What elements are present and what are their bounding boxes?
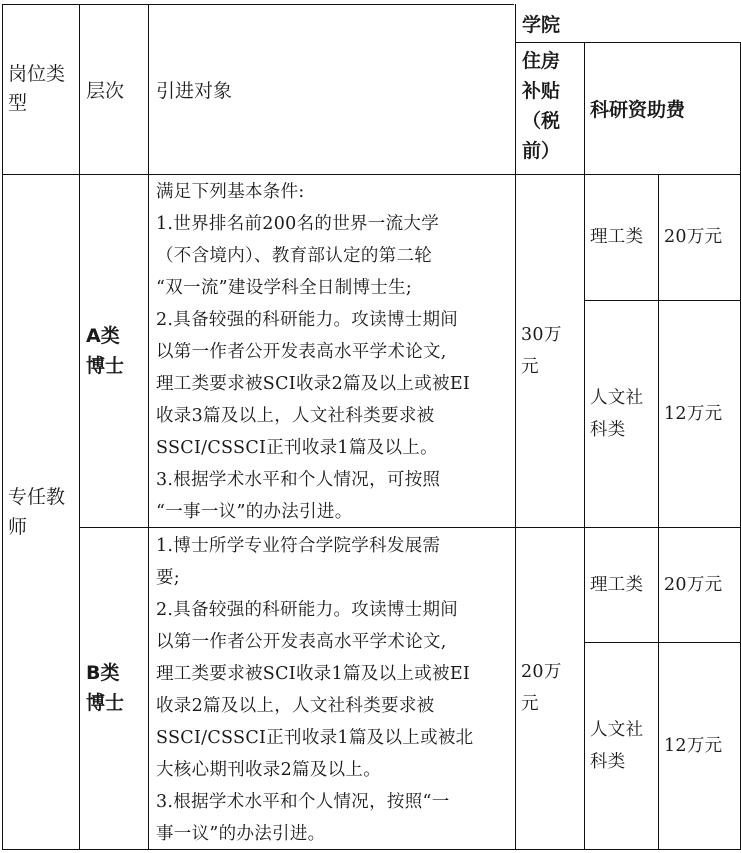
row-a-housing-line-1: 30万 (521, 324, 562, 345)
header-housing-line-4: 前） (522, 140, 561, 162)
col-divider-1 (79, 4, 80, 850)
row-b-line: 收录2篇及以上，人文社科类要求被 (156, 696, 435, 716)
header-level-text: 层次 (86, 79, 125, 102)
header-housing-line-1: 住房 (522, 50, 561, 72)
row-a-line: 收录3篇及以上，人文社科类要求被 (156, 406, 435, 426)
row-a-line: 满足下列基本条件: (156, 182, 305, 202)
header-post-type-line-2: 型 (8, 92, 28, 114)
row-b-line: 3.根据学术水平和个人情况，按照“一 (156, 792, 450, 812)
header-target-text: 引进对象 (156, 79, 233, 102)
row-b-fund-category-2 (590, 642, 656, 849)
row-a-fund-amount-1 (664, 174, 740, 300)
col-divider-4 (584, 42, 585, 850)
row-b-line: 以第一作者公开发表高水平学术论文, (156, 632, 447, 652)
row-b-fund-category-1-text: 理工类 (590, 574, 644, 595)
header-housing-line-3: （税 (522, 110, 561, 132)
section-full-time-teacher (8, 174, 78, 850)
col-divider-2 (148, 4, 149, 850)
row-b-fund-amount-2 (664, 642, 740, 849)
row-b-level-line-1: B类 (86, 662, 120, 684)
row-a-line: 1.世界排名前200名的世界一流大学 (156, 214, 439, 234)
row-a-line: 3.根据学术水平和个人情况，可按照 (156, 470, 441, 490)
row-a-fund-category-1-text: 理工类 (590, 227, 644, 247)
row-a-line: SSCI/CSSCI正刊收录1篇及以上。 (156, 438, 438, 458)
row-b-fund-amount-1 (664, 527, 740, 642)
row-a-fund-category-2-line-1: 人文社 (590, 387, 644, 408)
section-name-line-2: 师 (8, 516, 28, 538)
row-b-line: 要; (156, 568, 180, 588)
header-housing (522, 46, 582, 174)
row-b-fund-amount-1-text: 20万元 (664, 574, 723, 595)
row-a-line: “一事一议”的办法引进。 (156, 502, 353, 522)
row-a-requirements (156, 176, 512, 528)
row-b-line: SSCI/CSSCI正刊收录1篇及以上或被北 (156, 728, 474, 748)
header-college (522, 4, 722, 42)
row-b-housing-line-2: 元 (521, 694, 539, 714)
row-b-requirements (156, 530, 512, 850)
row-a-fund-amount-1-text: 20万元 (664, 227, 723, 247)
row-a-level (86, 174, 146, 527)
row-b-housing-line-1: 20万 (521, 662, 562, 682)
header-post-type (8, 4, 78, 174)
row-b-level-line-2: 博士 (86, 692, 125, 714)
row-b-line: 2.具备较强的科研能力。攻读博士期间 (156, 600, 459, 620)
row-b-line: 1.博士所学专业符合学院学科发展需 (156, 536, 441, 556)
row-a-level-line-2: 博士 (86, 354, 125, 377)
header-college-text: 学院 (522, 13, 561, 36)
header-target (156, 4, 506, 174)
row-a-line: （不含境内）、教育部认定的第二轮 (156, 246, 433, 266)
header-post-type-line-1: 岗位类 (8, 63, 66, 85)
row-a-fund-amount-2 (664, 300, 740, 527)
row-b-fund-category-2-line-1: 人文社 (590, 719, 644, 740)
row-a-fund-category-2-line-2: 科类 (590, 419, 626, 440)
row-b-housing (521, 527, 581, 849)
section-name-line-1: 专任教 (8, 486, 66, 508)
row-a-line: “双一流”建设学科全日制博士生; (156, 278, 413, 298)
row-a-line: 理工类要求被SCI收录2篇及以上或被EI (156, 374, 471, 394)
row-a-line: 以第一作者公开发表高水平学术论文, (156, 342, 447, 362)
header-housing-line-2: 补贴 (522, 80, 561, 102)
row-b-fund-amount-2-text: 12万元 (664, 735, 723, 756)
row-b-fund-category-1 (590, 527, 656, 642)
header-research-fund (590, 42, 738, 174)
row-a-fund-category-2 (590, 300, 656, 527)
row-b-line: 大核心期刊收录2篇及以上。 (156, 760, 382, 780)
row-b-level (86, 527, 146, 849)
col-divider-3 (515, 4, 516, 850)
row-b-line: 理工类要求被SCI收录1篇及以上或被EI (156, 664, 471, 684)
row-a-housing-line-2: 元 (521, 356, 539, 377)
table-border-left (2, 4, 3, 850)
row-a-fund-category-1 (590, 174, 656, 300)
row-b-fund-category-2-line-2: 科类 (590, 751, 626, 772)
row-a-line: 2.具备较强的科研能力。攻读博士期间 (156, 310, 459, 330)
row-a-fund-amount-2-text: 12万元 (664, 403, 723, 424)
col-divider-5 (658, 174, 659, 850)
header-level (86, 4, 146, 174)
row-b-line: 事一议”的办法引进。 (156, 824, 326, 844)
row-a-housing (521, 174, 581, 527)
row-a-level-line-1: A类 (86, 324, 120, 347)
header-research-fund-text: 科研资助费 (590, 98, 686, 121)
